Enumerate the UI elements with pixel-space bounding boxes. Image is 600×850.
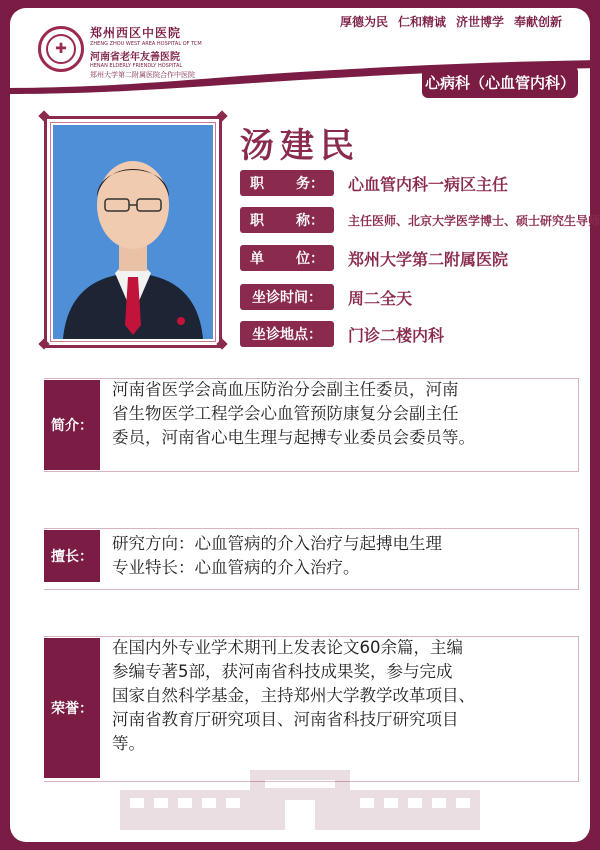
specialty-text: 研究方向：心血管病的介入治疗与起搏电生理 专业特长：心血管病的介入治疗。 xyxy=(112,534,442,577)
doctor-photo xyxy=(53,125,213,339)
info-row-unit xyxy=(240,245,508,271)
honors-label: 荣誉： xyxy=(44,638,100,778)
hospital-mottos xyxy=(340,13,562,30)
info-value: 郑州大学第二附属医院 xyxy=(348,249,509,269)
info-row-title xyxy=(240,207,600,233)
info-label: 职 称： xyxy=(240,207,334,233)
hospital-partner: 郑州大学第二附属医院合作中医院 xyxy=(90,71,195,79)
info-row-clinic-location xyxy=(240,321,444,347)
intro-label: 简介： xyxy=(44,380,100,470)
hospital-name-cn: 郑州西区中医院 xyxy=(90,26,182,40)
info-label: 坐诊时间： xyxy=(240,284,334,310)
hospital-name2-en: HENAN ELDERLY FRIENDLY HOSPITAL xyxy=(90,63,183,69)
info-row-clinic-time xyxy=(240,284,412,310)
info-label: 坐诊地点： xyxy=(240,321,334,347)
building-watermark-icon xyxy=(120,770,480,830)
info-row-position xyxy=(240,170,508,196)
intro-text: 河南省医学会高血压防治分会副主任委员，河南 省生物医学工程学会心血管预防康复分会副主任 委员，河南省心电生理与起搏专业委员会委员等。 xyxy=(112,380,475,447)
doctor-portrait-icon xyxy=(53,125,213,339)
doctor-photo-frame xyxy=(44,116,222,348)
info-label: 职 务： xyxy=(240,170,334,196)
hospital-name-block xyxy=(90,24,202,80)
doctor-name: 汤建民 xyxy=(240,126,360,166)
motto-1: 厚德为民 xyxy=(340,15,389,29)
motto-2: 仁和精诚 xyxy=(398,15,447,29)
motto-3: 济世博学 xyxy=(456,15,505,29)
department-tab: 心病科（心血管内科） xyxy=(422,66,578,98)
info-value: 主任医师、北京大学医学博士、硕士研究生导师 xyxy=(348,213,600,228)
cross-icon: ✚ xyxy=(46,34,76,64)
hospital-name2-cn: 河南省老年友善医院 xyxy=(90,52,180,63)
info-label: 单 位： xyxy=(240,245,334,271)
honors-text: 在国内外专业学术期刊上发表论文60余篇，主编 参编专著5部，获河南省科技成果奖，参与完成 国家自然科学基金，主持郑州大学教学改革项目、 河南省教育厅研究项目、河南省科技厅研究项目 等。 xyxy=(112,638,475,753)
info-value: 门诊二楼内科 xyxy=(348,325,445,345)
hospital-logo xyxy=(38,26,84,72)
hospital-name-en: ZHENG ZHOU WEST AREA HOSPITAL OF TCM xyxy=(90,41,202,47)
info-value: 心血管内科一病区主任 xyxy=(348,174,509,194)
motto-4: 奉献创新 xyxy=(514,15,563,29)
specialty-label: 擅长： xyxy=(44,530,100,582)
info-value: 周二全天 xyxy=(348,288,413,308)
